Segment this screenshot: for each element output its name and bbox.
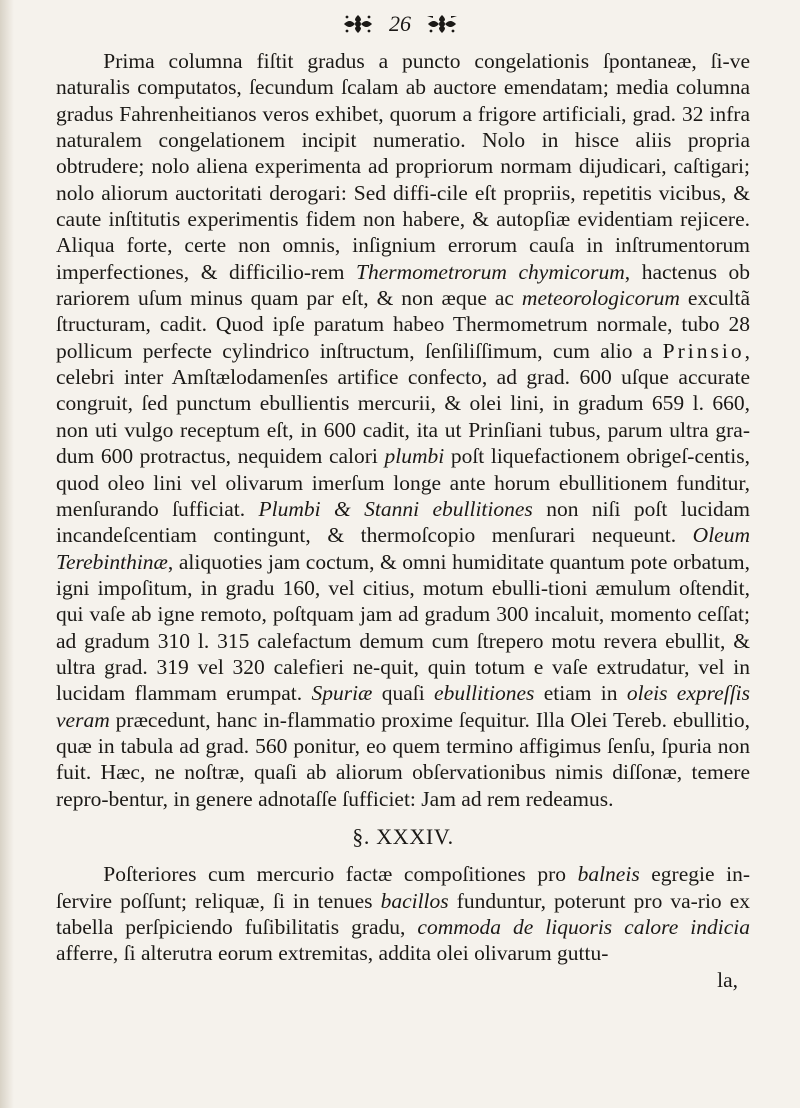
italic-run: Plumbi & Stanni ebullitiones [258, 496, 533, 521]
running-header [0, 6, 800, 42]
text-run: funduntur, poterunt pro va-rio ex tabella perſpiciendo fuſibilitatis gradu, [56, 888, 750, 939]
text-run: excultã ſtructuram, cadit. Quod ipſe paratum habeo Thermometrum normale, tubo 28 pollicum perfecte cylindrico inſtructum, ſenſiliſſimum, cum alio a [56, 286, 751, 363]
italic-run: oleis expreſſis veram [56, 681, 751, 732]
page-number: 26 [389, 11, 411, 36]
printers-flower-right-icon [425, 13, 459, 35]
text-run: præcedunt, hanc in-flammatio proxime ſequitur. Illa Olei Tereb. ebullitio, quæ in tabula ad grad. 560 ponitur, eo quem termino affigimus ſenſu, ſpuria non fuit. Hæc, ne noſtræ, quaſi ab aliorum obſervationibus nimis diſſonæ, temere repro-bentur, in genere adnotaſſe ſufficiet: Jam ad rem redeamus. [56, 707, 750, 811]
italic-run: balneis [577, 862, 640, 887]
text-run: , hactenus ob rariorem uſum minus quam par eſt, & non æque ac [56, 259, 751, 311]
text-run: etiam in [534, 681, 627, 706]
text-run: non niſi poſt lucidam incandeſcentiam contingunt, & thermoſcopio menſurari nequeunt. [56, 496, 750, 548]
paragraph-2 [56, 861, 750, 966]
text-run: afferre, ſi alterutra eorum extremitas, addita olei olivarum guttu- [56, 941, 609, 966]
text-run: egregie in-ſervire poſſunt; reliquæ, ſi in tenues [56, 862, 750, 913]
printers-flower-left-icon [341, 13, 375, 35]
italic-run: Oleum Terebinthinæ [56, 523, 750, 574]
small-caps-name: Prinsio [662, 338, 745, 363]
catchword: la, [717, 967, 738, 992]
italic-run: ebullitiones [434, 681, 535, 706]
italic-run: Spuriæ [311, 681, 373, 706]
section-heading: §. XXXIV. [352, 823, 454, 849]
text-run: , celebri inter Amſtælodamenſes artifice confecto, ad grad. 600 uſque accurate congruit, ſed punctum ebullientis mercurii, & olei lini, in gradum 659 l. 660, non uti vulgo receptum eſt, in 600 cadit, ita ut Prinſiani tubus, parum ultra gra-dum 600 protractus, nequidem calori [56, 338, 750, 469]
italic-run: Thermometrorum chymicorum [356, 259, 625, 284]
paragraph-1 [56, 48, 750, 812]
text-run: quaſi [372, 681, 435, 706]
text-run: , aliquoties jam coctum, & omni humiditate quantum pote orbatum, igni impoſitum, in gradu 160, vel citius, motum ebulli-tioni æmulum oſtendit, qui vaſe ab igne remoto, poſtquam jam ad gradum 300 incaluit, momento ceſſat; ad gradum 310 l. 315 calefactum demum cum ſtrepero motu revera ebullit, & ultra grad. 319 vel 320 calefieri ne-quit, quin totum e vaſe extrudatur, vel in lucidam flammam erumpat. [56, 549, 750, 706]
body-text [56, 48, 750, 993]
italic-run: plumbi [384, 444, 445, 469]
page-gutter-shadow [0, 0, 14, 1108]
italic-run: commoda de liquoris calore indicia [417, 915, 750, 939]
italic-run: bacillos [380, 888, 449, 913]
text-run: Prima columna fiſtit gradus a puncto congelationis ſpontaneæ, ſi-ve naturalis computatos, ſecundum ſcalam ab auctore emendatam; media columna gradus Fahrenheitianos veros exhibet, quorum a frigore artificiali, grad. 32 infra naturalem congelationem incipit numeratio. Nolo in hisce aliis propria obtrudere; nolo aliena experimenta ad propriorum normam dijudicari, caſtigari; nolo aliorum auctoritati derogari: Sed diffi-cile eſt propriis, repetitis vicibus, & caute inſtitutis experimentis fidem non habere, & autopſiæ evidentiam rejicere. Aliqua forte, certe non omnis, inſignium errorum cauſa in inſtrumentorum imperfectiones, & difficilio-rem [56, 49, 750, 284]
italic-run: meteorologicorum [521, 286, 680, 311]
text-run: poſt liquefactionem obrigeſ-centis, quod oleo lini vel olivarum imerſum longe ante horum ebullitionem funditur, menſurando ſufficiat. [56, 444, 750, 521]
text-run: Poſteriores cum mercurio factæ compoſitiones pro [103, 862, 578, 887]
